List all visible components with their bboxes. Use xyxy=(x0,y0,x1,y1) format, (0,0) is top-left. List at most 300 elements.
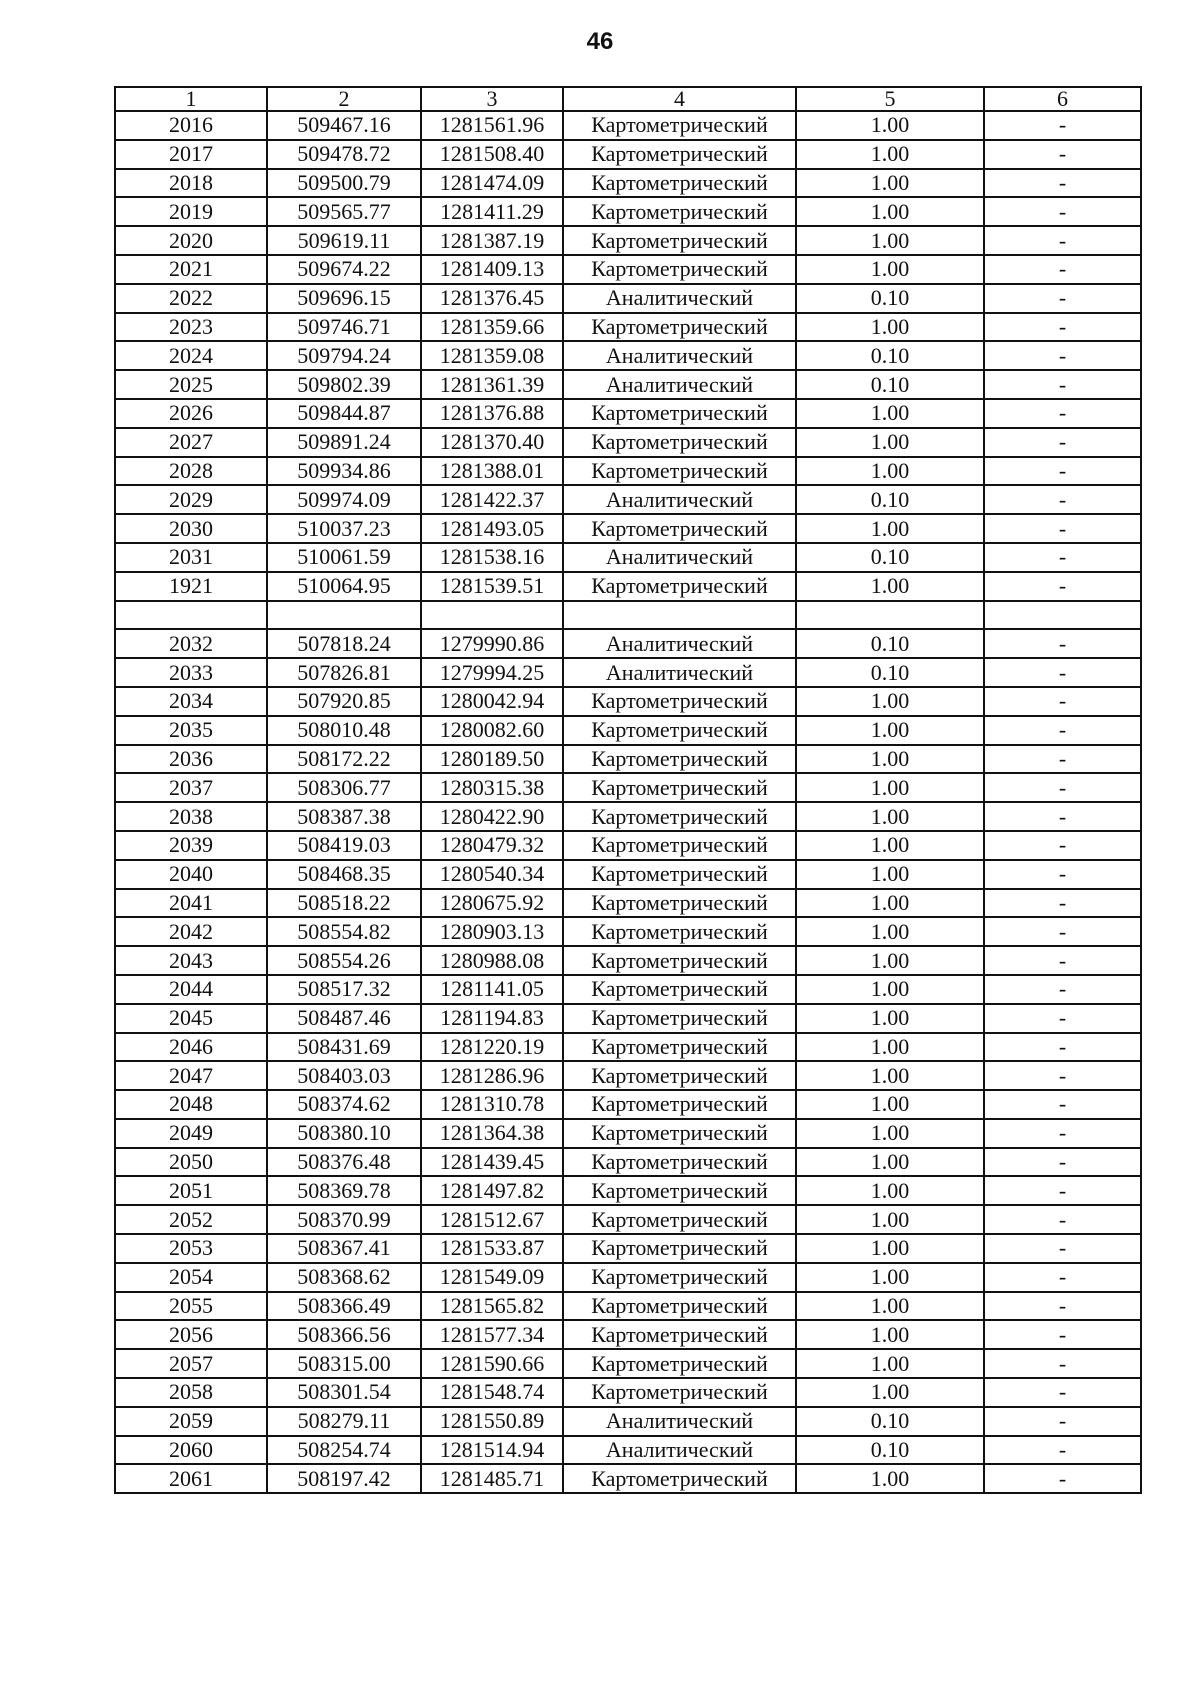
point-number-cell: 2017 xyxy=(115,140,267,169)
x-coordinate-cell: 508431.69 xyxy=(267,1033,421,1062)
y-coordinate-cell: 1281561.96 xyxy=(421,111,563,140)
x-coordinate-cell: 510064.95 xyxy=(267,572,421,601)
method-cell: Аналитический xyxy=(563,658,796,687)
y-coordinate-cell: 1281549.09 xyxy=(421,1263,563,1292)
x-coordinate-cell: 509974.09 xyxy=(267,485,421,514)
y-coordinate-cell: 1281364.38 xyxy=(421,1119,563,1148)
y-coordinate-cell: 1281590.66 xyxy=(421,1349,563,1378)
table-row xyxy=(115,1263,1141,1292)
table-row xyxy=(115,226,1141,255)
method-cell: Картометрический xyxy=(563,1033,796,1062)
y-coordinate-cell: 1281539.51 xyxy=(421,572,563,601)
accuracy-cell: 0.10 xyxy=(796,485,984,514)
y-coordinate-cell: 1280315.38 xyxy=(421,773,563,802)
x-coordinate-cell: 508374.62 xyxy=(267,1090,421,1119)
x-coordinate-cell: 509674.22 xyxy=(267,255,421,284)
accuracy-cell: 1.00 xyxy=(796,716,984,745)
x-coordinate-cell: 508315.00 xyxy=(267,1349,421,1378)
note-cell: - xyxy=(984,745,1141,774)
note-cell: - xyxy=(984,572,1141,601)
table-row xyxy=(115,169,1141,198)
y-coordinate-cell: 1281550.89 xyxy=(421,1407,563,1436)
accuracy-cell: 1.00 xyxy=(796,1033,984,1062)
method-cell: Картометрический xyxy=(563,1119,796,1148)
table-row xyxy=(115,514,1141,543)
table-row xyxy=(115,1349,1141,1378)
note-cell: - xyxy=(984,1292,1141,1321)
note-cell: - xyxy=(984,341,1141,370)
accuracy-cell: 1.00 xyxy=(796,1148,984,1177)
table-row xyxy=(115,1407,1141,1436)
note-cell: - xyxy=(984,1061,1141,1090)
point-number-cell: 2035 xyxy=(115,716,267,745)
y-coordinate-cell: 1281512.67 xyxy=(421,1205,563,1234)
method-cell: Аналитический xyxy=(563,341,796,370)
method-cell: Картометрический xyxy=(563,572,796,601)
point-number-cell: 2032 xyxy=(115,629,267,658)
point-number-cell: 2055 xyxy=(115,1292,267,1321)
y-coordinate-cell: 1280988.08 xyxy=(421,946,563,975)
point-number-cell: 2024 xyxy=(115,341,267,370)
method-cell: Картометрический xyxy=(563,946,796,975)
accuracy-cell: 1.00 xyxy=(796,197,984,226)
note-cell: - xyxy=(984,860,1141,889)
method-cell: Картометрический xyxy=(563,255,796,284)
accuracy-cell: 1.00 xyxy=(796,889,984,918)
x-coordinate-cell: 509802.39 xyxy=(267,370,421,399)
accuracy-cell: 0.10 xyxy=(796,284,984,313)
table-row xyxy=(115,1464,1141,1493)
x-coordinate-cell: 509844.87 xyxy=(267,399,421,428)
note-cell: - xyxy=(984,226,1141,255)
y-coordinate-cell: 1281387.19 xyxy=(421,226,563,255)
x-coordinate-cell: 508370.99 xyxy=(267,1205,421,1234)
accuracy-cell: 0.10 xyxy=(796,341,984,370)
accuracy-cell: 0.10 xyxy=(796,543,984,572)
accuracy-cell: 1.00 xyxy=(796,1061,984,1090)
note-cell: - xyxy=(984,1205,1141,1234)
x-coordinate-cell: 509500.79 xyxy=(267,169,421,198)
point-number-cell: 2016 xyxy=(115,111,267,140)
table-separator-row xyxy=(115,601,1141,630)
table-row xyxy=(115,1004,1141,1033)
y-coordinate-cell: 1279990.86 xyxy=(421,629,563,658)
table-row xyxy=(115,1148,1141,1177)
x-coordinate-cell: 508306.77 xyxy=(267,773,421,802)
table-row xyxy=(115,1292,1141,1321)
method-cell: Аналитический xyxy=(563,1436,796,1465)
x-coordinate-cell: 508197.42 xyxy=(267,1464,421,1493)
table-row xyxy=(115,917,1141,946)
y-coordinate-cell: 1281497.82 xyxy=(421,1176,563,1205)
note-cell: - xyxy=(984,1004,1141,1033)
x-coordinate-cell: 508010.48 xyxy=(267,716,421,745)
method-cell: Картометрический xyxy=(563,917,796,946)
y-coordinate-cell: 1281388.01 xyxy=(421,457,563,486)
point-number-cell: 2028 xyxy=(115,457,267,486)
method-cell: Картометрический xyxy=(563,1004,796,1033)
note-cell: - xyxy=(984,1148,1141,1177)
point-number-cell: 2048 xyxy=(115,1090,267,1119)
table-row xyxy=(115,1234,1141,1263)
y-coordinate-cell: 1281310.78 xyxy=(421,1090,563,1119)
accuracy-cell: 1.00 xyxy=(796,687,984,716)
accuracy-cell: 1.00 xyxy=(796,1234,984,1263)
note-cell: - xyxy=(984,687,1141,716)
y-coordinate-cell: 1280422.90 xyxy=(421,802,563,831)
y-coordinate-cell: 1280903.13 xyxy=(421,917,563,946)
coordinates-table xyxy=(114,86,1142,1494)
y-coordinate-cell xyxy=(421,601,563,630)
method-cell: Аналитический xyxy=(563,370,796,399)
note-cell: - xyxy=(984,370,1141,399)
point-number-cell: 2054 xyxy=(115,1263,267,1292)
note-cell: - xyxy=(984,1234,1141,1263)
y-coordinate-cell: 1281439.45 xyxy=(421,1148,563,1177)
note-cell: - xyxy=(984,716,1141,745)
point-number-cell: 2034 xyxy=(115,687,267,716)
x-coordinate-cell: 509478.72 xyxy=(267,140,421,169)
y-coordinate-cell: 1281538.16 xyxy=(421,543,563,572)
page-number: 46 xyxy=(586,28,614,55)
method-cell xyxy=(563,601,796,630)
accuracy-cell xyxy=(796,601,984,630)
method-cell: Картометрический xyxy=(563,1148,796,1177)
method-cell: Картометрический xyxy=(563,831,796,860)
accuracy-cell: 1.00 xyxy=(796,745,984,774)
table-row xyxy=(115,428,1141,457)
method-cell: Картометрический xyxy=(563,716,796,745)
y-coordinate-cell: 1281411.29 xyxy=(421,197,563,226)
table-row xyxy=(115,773,1141,802)
y-coordinate-cell: 1281220.19 xyxy=(421,1033,563,1062)
accuracy-cell: 0.10 xyxy=(796,1436,984,1465)
y-coordinate-cell: 1281577.34 xyxy=(421,1320,563,1349)
note-cell: - xyxy=(984,197,1141,226)
method-cell: Картометрический xyxy=(563,1234,796,1263)
note-cell: - xyxy=(984,514,1141,543)
accuracy-cell: 1.00 xyxy=(796,1320,984,1349)
note-cell: - xyxy=(984,485,1141,514)
accuracy-cell: 1.00 xyxy=(796,572,984,601)
point-number-cell: 2045 xyxy=(115,1004,267,1033)
point-number-cell: 2041 xyxy=(115,889,267,918)
x-coordinate-cell: 509794.24 xyxy=(267,341,421,370)
point-number-cell: 2056 xyxy=(115,1320,267,1349)
table-row xyxy=(115,572,1141,601)
point-number-cell: 2061 xyxy=(115,1464,267,1493)
method-cell: Картометрический xyxy=(563,1263,796,1292)
method-cell: Аналитический xyxy=(563,284,796,313)
note-cell: - xyxy=(984,1464,1141,1493)
point-number-cell: 2053 xyxy=(115,1234,267,1263)
accuracy-cell: 1.00 xyxy=(796,860,984,889)
point-number-cell: 2030 xyxy=(115,514,267,543)
x-coordinate-cell: 508279.11 xyxy=(267,1407,421,1436)
point-number-cell: 2059 xyxy=(115,1407,267,1436)
table-row xyxy=(115,1033,1141,1062)
x-coordinate-cell: 508366.56 xyxy=(267,1320,421,1349)
table-row xyxy=(115,341,1141,370)
point-number-cell: 2052 xyxy=(115,1205,267,1234)
column-header: 1 xyxy=(115,87,267,111)
point-number-cell: 2049 xyxy=(115,1119,267,1148)
note-cell: - xyxy=(984,1090,1141,1119)
point-number-cell: 2026 xyxy=(115,399,267,428)
table-row xyxy=(115,313,1141,342)
accuracy-cell: 1.00 xyxy=(796,169,984,198)
accuracy-cell: 1.00 xyxy=(796,1349,984,1378)
table-row xyxy=(115,889,1141,918)
x-coordinate-cell: 508172.22 xyxy=(267,745,421,774)
accuracy-cell: 0.10 xyxy=(796,1407,984,1436)
table-row xyxy=(115,197,1141,226)
table-row xyxy=(115,860,1141,889)
table-row xyxy=(115,1090,1141,1119)
column-header: 2 xyxy=(267,87,421,111)
method-cell: Картометрический xyxy=(563,169,796,198)
note-cell: - xyxy=(984,1349,1141,1378)
note-cell: - xyxy=(984,975,1141,1004)
table-row xyxy=(115,1320,1141,1349)
y-coordinate-cell: 1281361.39 xyxy=(421,370,563,399)
y-coordinate-cell: 1280540.34 xyxy=(421,860,563,889)
y-coordinate-cell: 1281493.05 xyxy=(421,514,563,543)
y-coordinate-cell: 1280675.92 xyxy=(421,889,563,918)
x-coordinate-cell: 509619.11 xyxy=(267,226,421,255)
method-cell: Аналитический xyxy=(563,543,796,572)
accuracy-cell: 1.00 xyxy=(796,1292,984,1321)
point-number-cell: 2047 xyxy=(115,1061,267,1090)
y-coordinate-cell: 1281359.66 xyxy=(421,313,563,342)
y-coordinate-cell: 1281194.83 xyxy=(421,1004,563,1033)
accuracy-cell: 1.00 xyxy=(796,399,984,428)
column-header: 6 xyxy=(984,87,1141,111)
y-coordinate-cell: 1281514.94 xyxy=(421,1436,563,1465)
point-number-cell: 2021 xyxy=(115,255,267,284)
note-cell: - xyxy=(984,802,1141,831)
y-coordinate-cell: 1281485.71 xyxy=(421,1464,563,1493)
accuracy-cell: 1.00 xyxy=(796,514,984,543)
method-cell: Картометрический xyxy=(563,1378,796,1407)
accuracy-cell: 1.00 xyxy=(796,1205,984,1234)
note-cell: - xyxy=(984,1176,1141,1205)
accuracy-cell: 1.00 xyxy=(796,1090,984,1119)
method-cell: Картометрический xyxy=(563,226,796,255)
table-row xyxy=(115,975,1141,1004)
method-cell: Картометрический xyxy=(563,313,796,342)
method-cell: Картометрический xyxy=(563,1349,796,1378)
note-cell: - xyxy=(984,313,1141,342)
y-coordinate-cell: 1281359.08 xyxy=(421,341,563,370)
note-cell: - xyxy=(984,773,1141,802)
y-coordinate-cell: 1281508.40 xyxy=(421,140,563,169)
accuracy-cell: 1.00 xyxy=(796,313,984,342)
accuracy-cell: 0.10 xyxy=(796,370,984,399)
point-number-cell: 2040 xyxy=(115,860,267,889)
table-header-row xyxy=(115,87,1141,111)
point-number-cell: 2050 xyxy=(115,1148,267,1177)
method-cell: Картометрический xyxy=(563,889,796,918)
y-coordinate-cell: 1281409.13 xyxy=(421,255,563,284)
x-coordinate-cell: 508387.38 xyxy=(267,802,421,831)
y-coordinate-cell: 1281422.37 xyxy=(421,485,563,514)
table-row xyxy=(115,485,1141,514)
x-coordinate-cell: 509934.86 xyxy=(267,457,421,486)
table-row xyxy=(115,140,1141,169)
x-coordinate-cell: 508419.03 xyxy=(267,831,421,860)
point-number-cell: 2037 xyxy=(115,773,267,802)
note-cell: - xyxy=(984,1263,1141,1292)
point-number-cell: 2051 xyxy=(115,1176,267,1205)
point-number-cell: 2046 xyxy=(115,1033,267,1062)
x-coordinate-cell: 508376.48 xyxy=(267,1148,421,1177)
note-cell: - xyxy=(984,284,1141,313)
table-row xyxy=(115,716,1141,745)
note-cell: - xyxy=(984,1436,1141,1465)
note-cell: - xyxy=(984,399,1141,428)
note-cell: - xyxy=(984,1033,1141,1062)
note-cell: - xyxy=(984,917,1141,946)
y-coordinate-cell: 1281474.09 xyxy=(421,169,563,198)
accuracy-cell: 1.00 xyxy=(796,428,984,457)
note-cell: - xyxy=(984,831,1141,860)
x-coordinate-cell: 507920.85 xyxy=(267,687,421,716)
method-cell: Картометрический xyxy=(563,745,796,774)
method-cell: Аналитический xyxy=(563,1407,796,1436)
y-coordinate-cell: 1281548.74 xyxy=(421,1378,563,1407)
table-body xyxy=(115,87,1141,1493)
point-number-cell: 2018 xyxy=(115,169,267,198)
point-number-cell: 2019 xyxy=(115,197,267,226)
x-coordinate-cell: 508487.46 xyxy=(267,1004,421,1033)
note-cell: - xyxy=(984,1378,1141,1407)
x-coordinate-cell: 508554.26 xyxy=(267,946,421,975)
point-number-cell: 2057 xyxy=(115,1349,267,1378)
accuracy-cell: 0.10 xyxy=(796,629,984,658)
note-cell: - xyxy=(984,946,1141,975)
y-coordinate-cell: 1281370.40 xyxy=(421,428,563,457)
x-coordinate-cell: 508468.35 xyxy=(267,860,421,889)
point-number-cell: 2025 xyxy=(115,370,267,399)
accuracy-cell: 1.00 xyxy=(796,457,984,486)
accuracy-cell: 1.00 xyxy=(796,111,984,140)
x-coordinate-cell: 509746.71 xyxy=(267,313,421,342)
column-header: 5 xyxy=(796,87,984,111)
table-row xyxy=(115,1176,1141,1205)
point-number-cell: 2036 xyxy=(115,745,267,774)
accuracy-cell: 1.00 xyxy=(796,773,984,802)
table-row xyxy=(115,687,1141,716)
method-cell: Картометрический xyxy=(563,514,796,543)
y-coordinate-cell: 1280189.50 xyxy=(421,745,563,774)
method-cell: Картометрический xyxy=(563,1090,796,1119)
method-cell: Аналитический xyxy=(563,485,796,514)
point-number-cell: 2038 xyxy=(115,802,267,831)
x-coordinate-cell xyxy=(267,601,421,630)
point-number-cell: 2044 xyxy=(115,975,267,1004)
y-coordinate-cell: 1281141.05 xyxy=(421,975,563,1004)
table-row xyxy=(115,111,1141,140)
table-row xyxy=(115,658,1141,687)
accuracy-cell: 1.00 xyxy=(796,946,984,975)
x-coordinate-cell: 508554.82 xyxy=(267,917,421,946)
x-coordinate-cell: 508367.41 xyxy=(267,1234,421,1263)
accuracy-cell: 1.00 xyxy=(796,975,984,1004)
y-coordinate-cell: 1279994.25 xyxy=(421,658,563,687)
point-number-cell: 2023 xyxy=(115,313,267,342)
table-row xyxy=(115,1436,1141,1465)
accuracy-cell: 1.00 xyxy=(796,917,984,946)
method-cell: Картометрический xyxy=(563,975,796,1004)
point-number-cell: 2039 xyxy=(115,831,267,860)
method-cell: Картометрический xyxy=(563,860,796,889)
point-number-cell: 2027 xyxy=(115,428,267,457)
note-cell: - xyxy=(984,1119,1141,1148)
x-coordinate-cell: 508368.62 xyxy=(267,1263,421,1292)
x-coordinate-cell: 510037.23 xyxy=(267,514,421,543)
accuracy-cell: 1.00 xyxy=(796,226,984,255)
x-coordinate-cell: 509696.15 xyxy=(267,284,421,313)
y-coordinate-cell: 1281565.82 xyxy=(421,1292,563,1321)
accuracy-cell: 1.00 xyxy=(796,255,984,284)
x-coordinate-cell: 508518.22 xyxy=(267,889,421,918)
x-coordinate-cell: 508380.10 xyxy=(267,1119,421,1148)
accuracy-cell: 1.00 xyxy=(796,1263,984,1292)
accuracy-cell: 1.00 xyxy=(796,831,984,860)
point-number-cell: 2029 xyxy=(115,485,267,514)
table-row xyxy=(115,1378,1141,1407)
accuracy-cell: 1.00 xyxy=(796,140,984,169)
accuracy-cell: 1.00 xyxy=(796,802,984,831)
point-number-cell: 2043 xyxy=(115,946,267,975)
y-coordinate-cell: 1280042.94 xyxy=(421,687,563,716)
column-header: 4 xyxy=(563,87,796,111)
x-coordinate-cell: 508369.78 xyxy=(267,1176,421,1205)
method-cell: Картометрический xyxy=(563,399,796,428)
y-coordinate-cell: 1281533.87 xyxy=(421,1234,563,1263)
table-row xyxy=(115,399,1141,428)
method-cell: Картометрический xyxy=(563,140,796,169)
x-coordinate-cell: 508366.49 xyxy=(267,1292,421,1321)
table-row xyxy=(115,457,1141,486)
x-coordinate-cell: 508254.74 xyxy=(267,1436,421,1465)
accuracy-cell: 1.00 xyxy=(796,1378,984,1407)
point-number-cell xyxy=(115,601,267,630)
table-row xyxy=(115,543,1141,572)
table-row xyxy=(115,745,1141,774)
method-cell: Картометрический xyxy=(563,1176,796,1205)
y-coordinate-cell: 1281376.45 xyxy=(421,284,563,313)
note-cell: - xyxy=(984,111,1141,140)
method-cell: Картометрический xyxy=(563,197,796,226)
accuracy-cell: 1.00 xyxy=(796,1176,984,1205)
note-cell: - xyxy=(984,428,1141,457)
note-cell: - xyxy=(984,1320,1141,1349)
point-number-cell: 1921 xyxy=(115,572,267,601)
table-row xyxy=(115,370,1141,399)
method-cell: Картометрический xyxy=(563,111,796,140)
accuracy-cell: 1.00 xyxy=(796,1119,984,1148)
method-cell: Аналитический xyxy=(563,629,796,658)
y-coordinate-cell: 1280082.60 xyxy=(421,716,563,745)
point-number-cell: 2031 xyxy=(115,543,267,572)
note-cell: - xyxy=(984,140,1141,169)
method-cell: Картометрический xyxy=(563,1292,796,1321)
x-coordinate-cell: 509891.24 xyxy=(267,428,421,457)
note-cell: - xyxy=(984,255,1141,284)
x-coordinate-cell: 510061.59 xyxy=(267,543,421,572)
